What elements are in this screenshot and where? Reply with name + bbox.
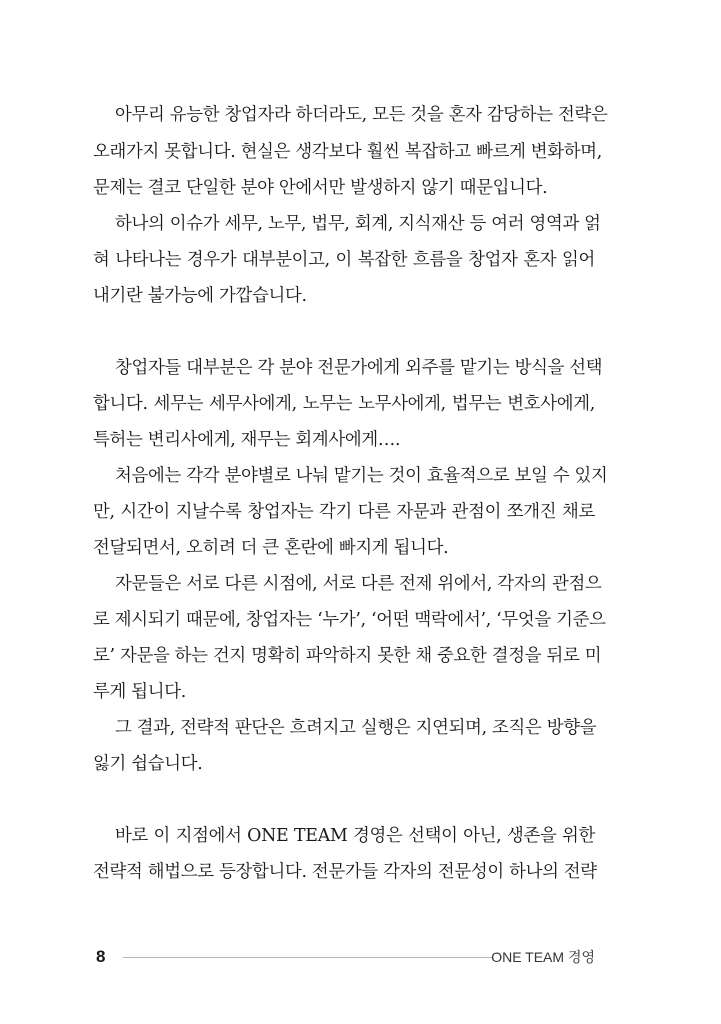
body-text-line: 혀 나타나는 경우가 대부분이고, 이 복잡한 흐름을 창업자 혼자 읽어 <box>93 250 595 270</box>
body-text-line: 문제는 결코 단일한 분야 안에서만 발생하지 않기 때문입니다. <box>93 178 548 198</box>
body-text-line: 하나의 이슈가 세무, 노무, 법무, 회계, 지식재산 등 여러 영역과 얽 <box>115 214 601 234</box>
body-text-line: 전략적 해법으로 등장합니다. 전문가들 각자의 전문성이 하나의 전략 <box>93 862 597 882</box>
body-text-line: 로’ 자문을 하는 건지 명확히 파악하지 못한 채 중요한 결정을 뒤로 미 <box>93 646 602 666</box>
body-text-line: 만, 시간이 지날수록 창업자는 각기 다른 자문과 관점이 쪼개진 채로 <box>93 502 595 522</box>
body-text-line: 자문들은 서로 다른 시점에, 서로 다른 전제 위에서, 각자의 관점으 <box>115 574 602 594</box>
page-footer <box>0 945 721 969</box>
body-text-line: 전달되면서, 오히려 더 큰 혼란에 빠지게 됩니다. <box>93 538 449 558</box>
body-text-line: 처음에는 각각 분야별로 나눠 맡기는 것이 효율적으로 보일 수 있지 <box>115 466 608 486</box>
body-text-line: 바로 이 지점에서 ONE TEAM 경영은 선택이 아닌, 생존을 위한 <box>115 826 595 846</box>
body-text-line: 로 제시되기 때문에, 창업자는 ‘누가’, ‘어떤 맥락에서’, ‘무엇을 기준으 <box>93 610 606 630</box>
body-text-line: 오래가지 못합니다. 현실은 생각보다 훨씬 복잡하고 빠르게 변화하며, <box>93 142 603 162</box>
body-text-line: 그 결과, 전략적 판단은 흐려지고 실행은 지연되며, 조직은 방향을 <box>115 718 597 738</box>
body-text-line: 내기란 불가능에 가깝습니다. <box>93 286 307 306</box>
page-number: 8 <box>96 947 106 966</box>
body-text-line: 잃기 쉽습니다. <box>93 754 203 774</box>
body-text-line: 특허는 변리사에게, 재무는 회계사에게…. <box>93 430 401 450</box>
body-text-line: 루게 됩니다. <box>93 682 186 702</box>
body-text-line: 창업자들 대부분은 각 분야 전문가에게 외주를 맡기는 방식을 선택 <box>115 358 603 378</box>
body-text-line: 합니다. 세무는 세무사에게, 노무는 노무사에게, 법무는 변호사에게, <box>93 394 595 414</box>
running-title: ONE TEAM 경영 <box>491 949 595 965</box>
footer-divider <box>123 957 493 958</box>
body-text-line: 아무리 유능한 창업자라 하더라도, 모든 것을 혼자 감당하는 전략은 <box>115 105 608 125</box>
